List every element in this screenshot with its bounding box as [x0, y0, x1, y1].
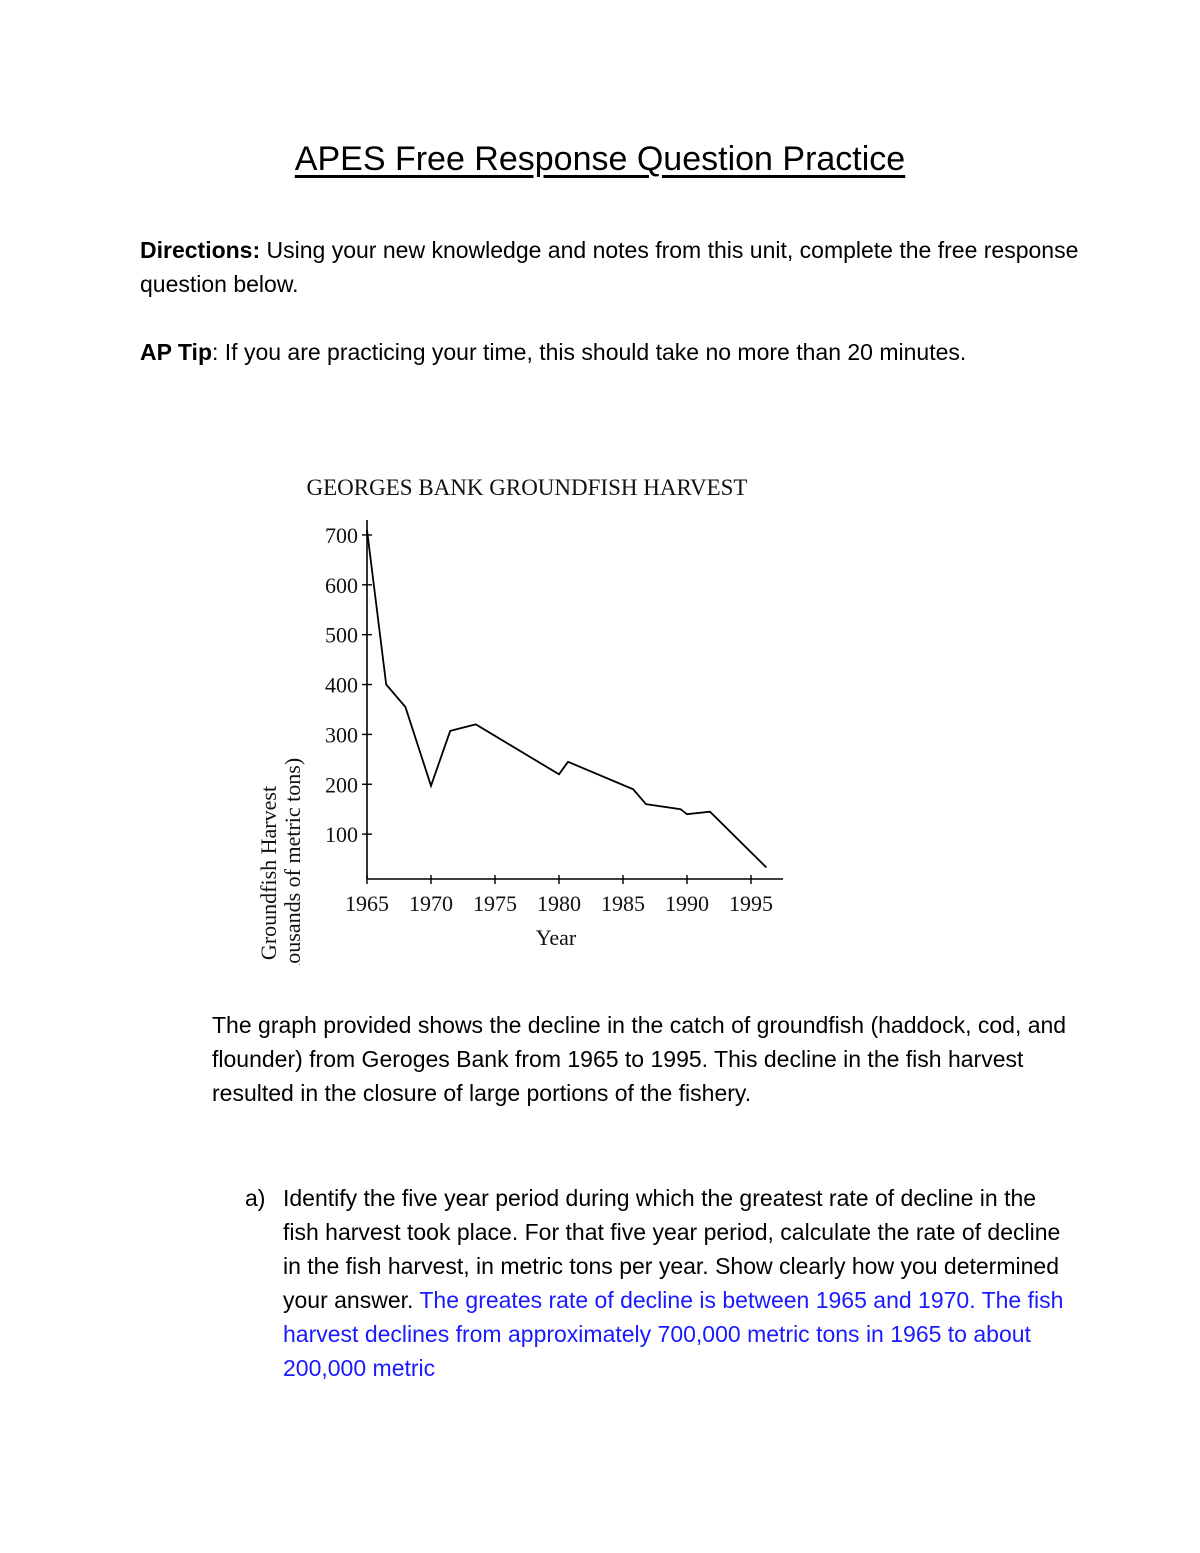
y-tick-label: 700 [325, 522, 358, 548]
directions-paragraph [140, 233, 1080, 301]
harvest-chart-svg [230, 465, 810, 965]
question-a-label: a) [245, 1185, 266, 1211]
x-tick-label: 1980 [537, 891, 581, 916]
question-a-text: Identify the five year period during which the greatest rate of decline in the fish harvest took place. For that five year period, calculate the rate of decline in the fish harvest, in metric tons per year. Show clearly how you determined your answer. [283, 1185, 1061, 1313]
y-tick-label: 200 [325, 772, 358, 798]
x-tick-label: 1965 [345, 891, 389, 916]
ap-tip-text: : If you are practicing your time, this should take no more than 20 minutes. [212, 339, 967, 365]
y-tick-label: 600 [325, 572, 358, 598]
graph-description: The graph provided shows the decline in the catch of groundfish (haddock, cod, and flounder) from Geroges Bank from 1965 to 1995. This decline in the fish harvest resulted in the closure of large portions of the fishery. [212, 1012, 1067, 1106]
harvest-series-line [367, 530, 766, 868]
directions-text: Using your new knowledge and notes from this unit, complete the free response question below. [140, 237, 1079, 297]
y-axis-label-units: (thousands of metric tons) [280, 757, 305, 965]
x-axis-label: Year [535, 925, 577, 950]
question-a [245, 1181, 1075, 1385]
y-tick-label: 400 [325, 672, 358, 698]
question-a-answer: The greates rate of decline is between 1965 and 1970. The fish harvest declines from approximately 700,000 metric tons in 1965 to about 200,000 metric [283, 1287, 1064, 1381]
y-axis-label: Groundfish Harvest [256, 785, 281, 961]
y-tick-label: 500 [325, 622, 358, 648]
y-tick-label: 100 [325, 822, 358, 848]
harvest-chart [230, 465, 810, 965]
ap-tip-paragraph [140, 335, 1080, 369]
ap-tip-label: AP Tip [140, 339, 212, 365]
question-a-body [283, 1181, 1075, 1385]
x-tick-label: 1990 [665, 891, 709, 916]
x-tick-label: 1970 [409, 891, 453, 916]
y-tick-label: 300 [325, 722, 358, 748]
directions-label: Directions: [140, 237, 261, 263]
x-tick-label: 1985 [601, 891, 645, 916]
chart-title: GEORGES BANK GROUNDFISH HARVEST [306, 475, 748, 500]
x-tick-label: 1995 [729, 891, 773, 916]
page-title: APES Free Response Question Practice [294, 140, 906, 178]
x-tick-label: 1975 [473, 891, 517, 916]
